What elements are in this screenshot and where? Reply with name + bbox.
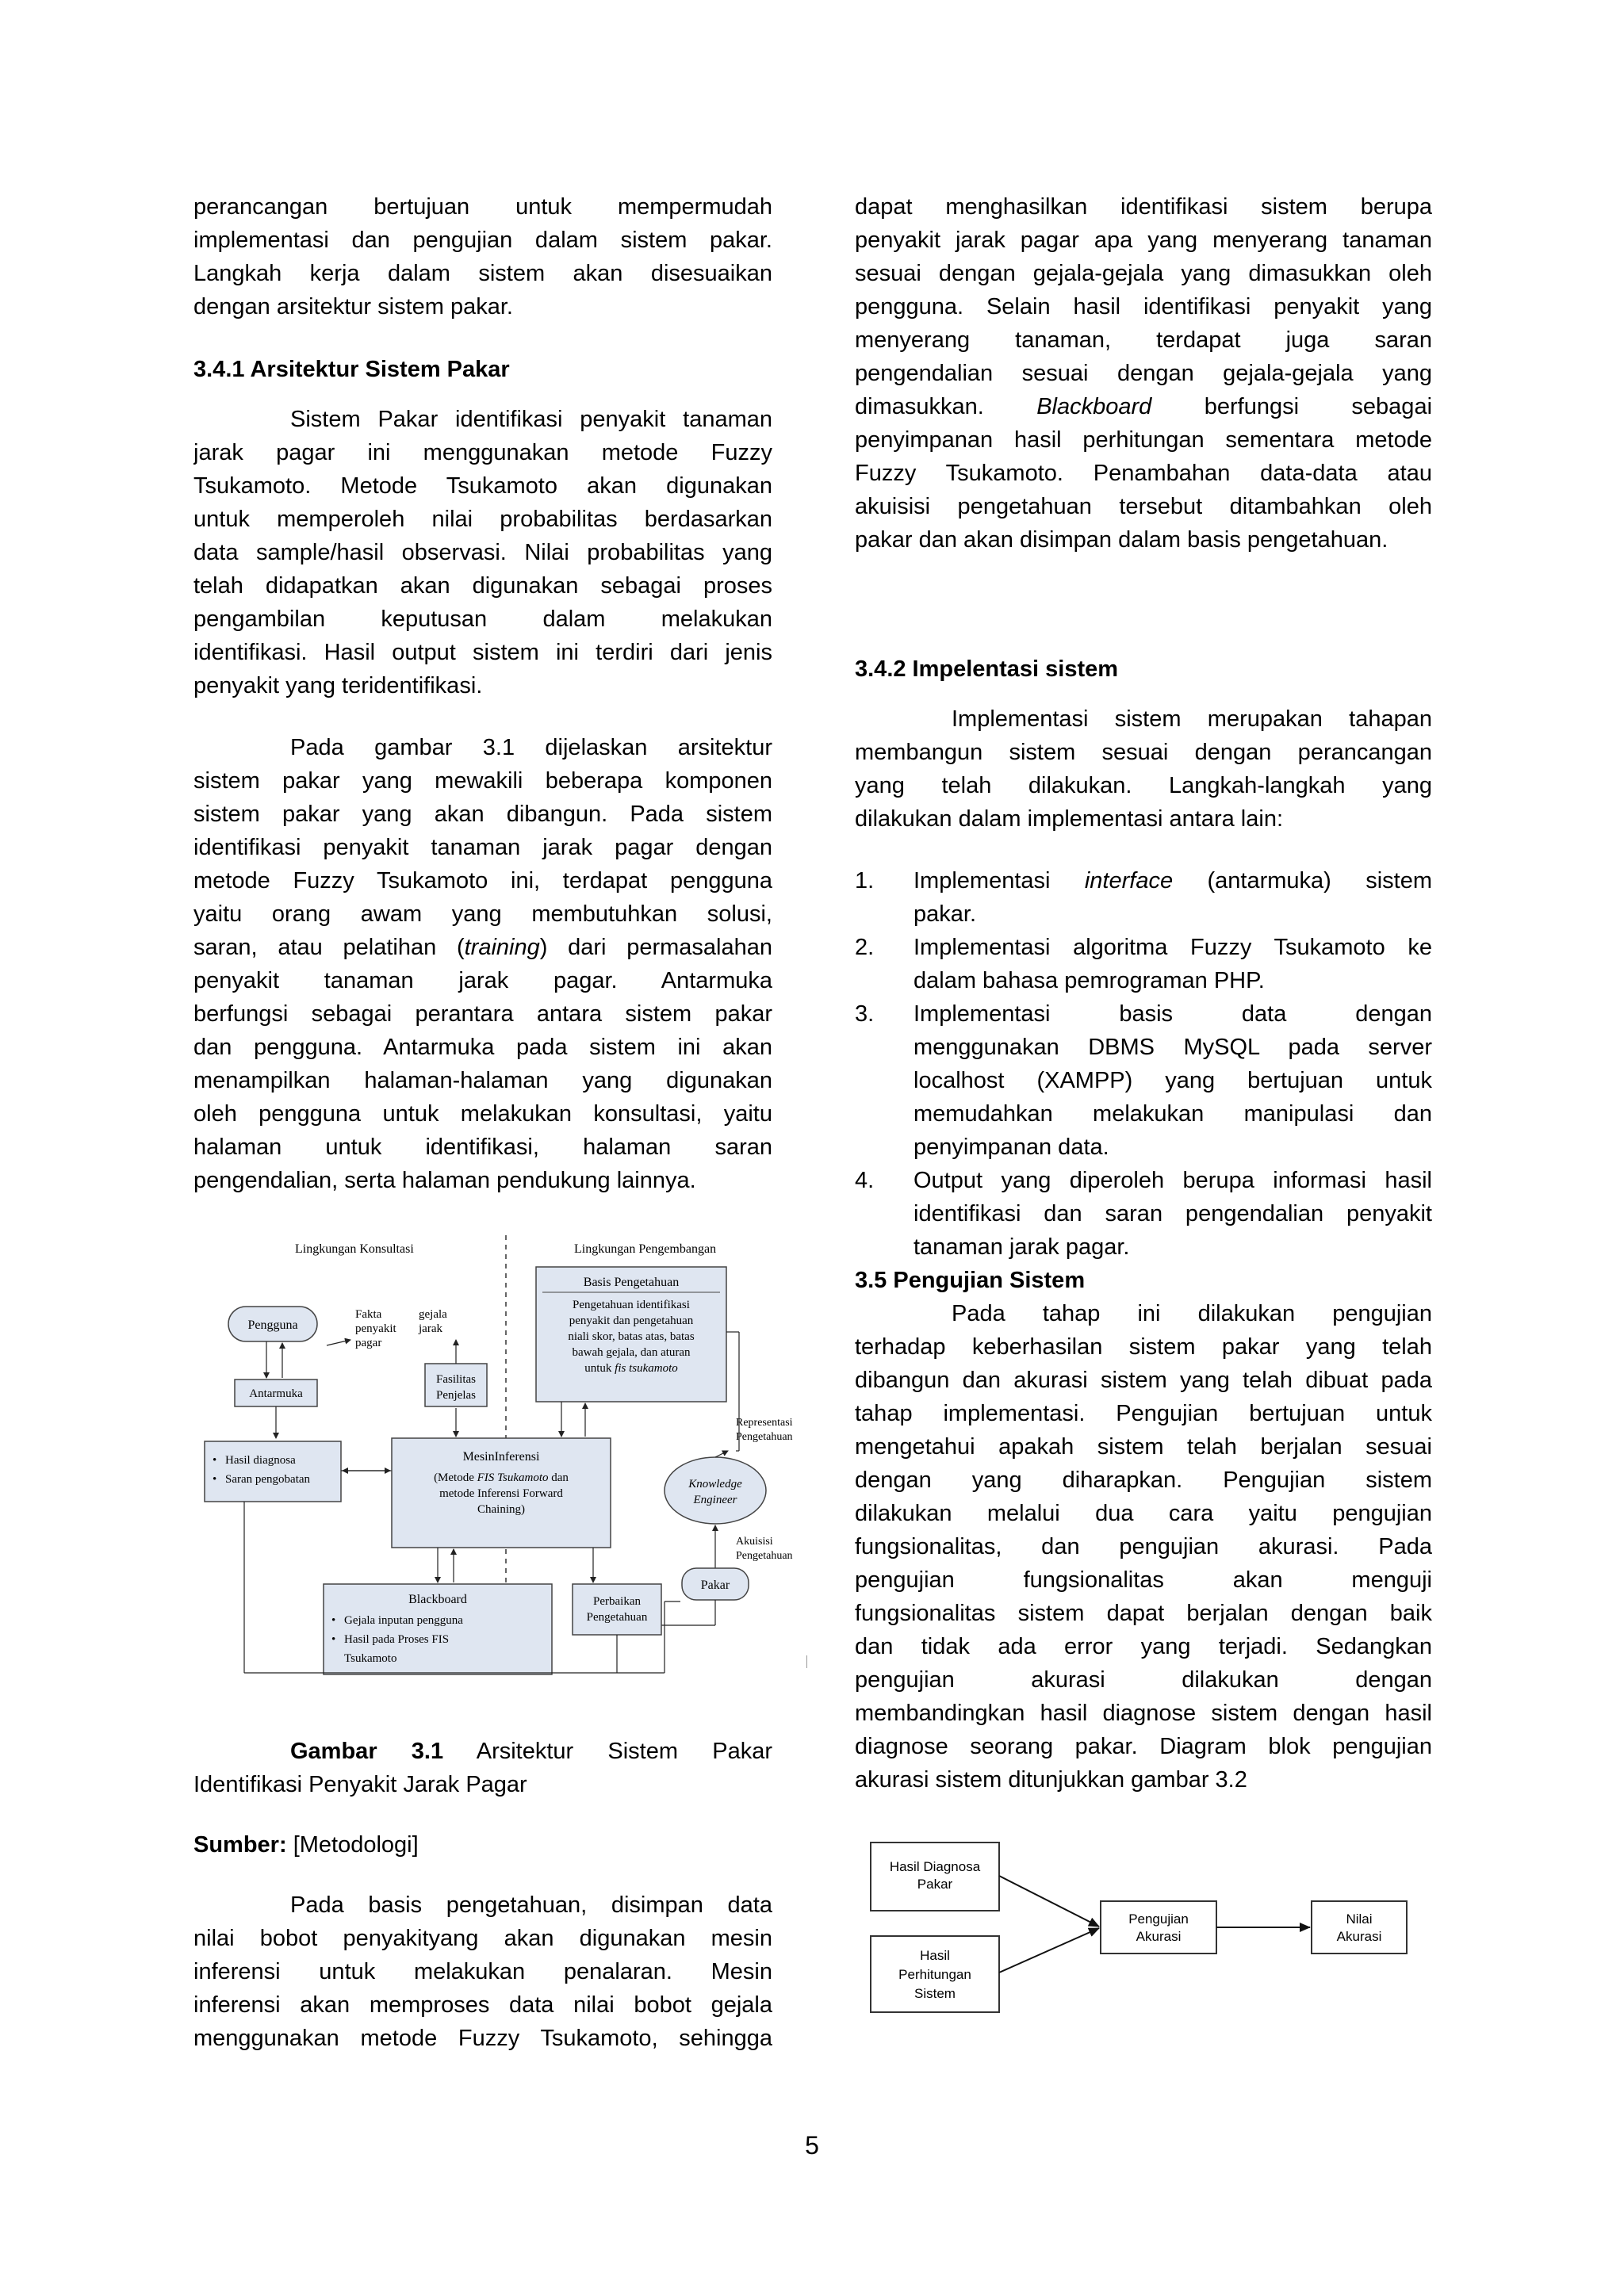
label-fakta: pagar [355,1337,382,1349]
node-label: Knowledge [688,1478,742,1490]
text-line: Fuzzy Tsukamoto. Penambahan data-data atau [855,461,1432,486]
text-line: Implementasi sistem merupakan tahapan [952,706,1432,732]
text-line: pengendalian sesuai dengan gejala-gejala yang [855,361,1432,386]
node-label: Pakar [700,1578,730,1592]
box-line: Hasil pada Proses FIS [344,1633,450,1646]
list-bullet: • [331,1633,336,1646]
text-line: jarak pagar ini menggunakan metode Fuzzy [193,440,772,465]
arrow-pakar-to-pengujian [999,1876,1099,1927]
caption-text: Arsitektur Sistem Pakar [443,1739,772,1764]
text-line: terhadap keberhasilan sistem pakar yang telah [855,1334,1432,1360]
text-line: pengujian fungsionalitas akan menguji [855,1567,1432,1593]
text-line: nilai bobot penyakityang akan digunakan mesin [193,1926,772,1951]
section-heading-3-4-2: 3.4.2 Impelentasi sistem [855,656,1119,682]
box-line: Penjelas [436,1389,476,1402]
source-text: [Metodologi] [286,1832,419,1858]
text-run: fis tsukamoto [615,1362,678,1375]
box-label: Antarmuka [249,1387,303,1400]
text-line: diagnose seorang pakar. Diagram blok pengujian [855,1734,1432,1759]
text-run: berfungsi sebagai [1151,394,1432,419]
box-nilai-akurasi [1312,1901,1407,1954]
box-hasil-diagnosa-pakar [871,1843,999,1911]
label-representasi: Representasi [736,1417,793,1429]
text-line: dibangun dan akurasi sistem yang telah dibuat pada [855,1368,1432,1393]
section-heading-3-5: 3.5 Pengujian Sistem [855,1268,1086,1293]
text-line: akurasi sistem ditunjukkan gambar 3.2 [855,1767,1247,1793]
list-number: 3. [855,1001,875,1027]
node-label: Engineer [693,1494,737,1506]
box-hasil-diagnosa [205,1441,341,1502]
box-line: Akurasi [1336,1929,1382,1944]
text-run: saran, atau pelatihan ( [193,935,465,960]
text-line [193,931,772,964]
box-line: Perhitungan [898,1967,971,1982]
node-pengguna [228,1307,317,1341]
list-item-line: dalam bahasa pemrograman PHP. [914,968,1265,993]
box-line: Fasilitas [435,1373,477,1386]
label-akuisisi: Akuisisi [736,1536,773,1548]
text-run: (Metode [434,1471,477,1484]
figure-3-1-architecture-diagram [189,1229,807,1705]
page-number: 5 [805,2131,819,2160]
box-mesin-inferensi [392,1438,611,1548]
text-line: sistem pakar yang akan dibangun. Pada sistem [193,802,772,827]
text-line: implementasi dan pengujian dalam sistem pakar. [193,228,772,253]
arrow-sistem-to-pengujian [999,1928,1099,1973]
caption-label: Gambar 3.1 [290,1739,444,1764]
text-line: pakar dan akan disimpan dalam basis pengetahuan. [855,527,1388,553]
figure-caption-line [193,1735,772,1768]
text-line: menggunakan metode Fuzzy Tsukamoto, sehingga [193,2026,772,2051]
text-line: telah didapatkan akan digunakan sebagai proses [193,573,772,599]
list-item-line: Output yang diperoleh berupa informasi hasil [914,1168,1432,1193]
text-line: penyimpanan hasil perhitungan sementara metode [855,427,1432,453]
label-lingkungan-pengembangan: Lingkungan Pengembangan [574,1242,717,1256]
list-item-line: pakar. [914,901,976,927]
box-title: MesinInferensi [462,1450,540,1464]
box-line [584,1362,678,1375]
box-line [434,1471,569,1484]
list-item-line: Implementasi algoritma Fuzzy Tsukamoto ke [914,935,1432,960]
text-run: untuk [584,1362,615,1375]
label-fakta: Fakta [355,1308,382,1321]
box-line: Perbaikan [593,1595,641,1608]
text-line: data sample/hasil observasi. Nilai probabilitas yang [193,540,772,565]
text-line: perancangan bertujuan untuk mempermudah [193,194,772,220]
text-line: mengetahui apakah sistem telah berjalan sesuai [855,1434,1432,1460]
box-fasilitas-penjelas [425,1364,487,1406]
list-item-line: tanaman jarak pagar. [914,1234,1130,1260]
list-item-line: memudahkan melakukan manipulasi dan [914,1101,1432,1127]
text-line: untuk memperoleh nilai probabilitas berdasarkan [193,507,772,532]
box-line: Sistem [914,1986,956,2001]
box-line: Tsukamoto [344,1652,397,1665]
text-run: dan [548,1471,569,1484]
list-bullet: • [213,1454,217,1467]
text-line: yaitu orang awam yang membutuhkan solusi, [193,901,772,927]
box-title: Blackboard [408,1593,467,1606]
source-label: Sumber: [193,1832,287,1858]
node-label: Pengguna [247,1318,298,1332]
text-line: dapat menghasilkan identifikasi sistem berupa [855,194,1432,220]
text-line: Tsukamoto. Metode Tsukamoto akan digunakan [193,473,772,499]
box-line: Hasil diagnosa [225,1454,296,1467]
list-item-line: penyimpanan data. [914,1135,1109,1160]
text-line: dilakukan melalui dua cara yaitu pengujian [855,1501,1432,1526]
text-line: sistem pakar yang mewakili beberapa komponen [193,768,772,794]
box-line: Pakar [917,1877,953,1892]
text-line: dan tidak ada error yang terjadi. Sedangkan [855,1634,1432,1659]
list-bullet: • [213,1473,217,1486]
box-basis-pengetahuan [536,1267,726,1402]
list-bullet: • [331,1614,336,1627]
box-perbaikan-pengetahuan [573,1584,661,1635]
text-line: pengendalian, serta halaman pendukung lainnya. [193,1168,696,1193]
text-line: berfungsi sebagai perantara antara sistem pakar [193,1001,772,1027]
box-line: Hasil [920,1948,950,1963]
text-line [855,390,1432,423]
text-line: tahap implementasi. Pengujian bertujuan untuk [855,1401,1432,1426]
text-line: fungsionalitas sistem dapat berjalan dengan baik [855,1601,1432,1626]
text-run: FIS Tsukamoto [477,1471,549,1484]
box-line: Saran pengobatan [225,1473,311,1486]
emphasis-training: training [464,935,540,960]
text-line: dan pengguna. Antarmuka pada sistem ini akan [193,1035,772,1060]
text-line: penyakit yang teridentifikasi. [193,673,483,698]
text-line: inferensi untuk melakukan penalaran. Mesin [193,1959,772,1984]
label-akuisisi: Pengetahuan [736,1550,793,1562]
list-number: 2. [855,935,875,960]
text-line: Langkah kerja dalam sistem akan disesuaikan [193,261,772,286]
text-line: sesuai dengan gejala-gejala yang dimasukkan oleh [855,261,1432,286]
list-number: 1. [855,868,875,894]
box-line: metode Inferensi Forward [439,1487,563,1500]
label-lingkungan-konsultasi: Lingkungan Konsultasi [295,1242,414,1256]
list-item-line: localhost (XAMPP) yang bertujuan untuk [914,1068,1432,1093]
section-heading-3-4-1: 3.4.1 Arsitektur Sistem Pakar [193,357,510,382]
text-run: ) dari permasalahan [539,935,772,960]
box-line: Hasil Diagnosa [889,1859,981,1874]
text-line: yang telah dilakukan. Langkah-langkah yang [855,773,1432,798]
text-line: dengan arsitektur sistem pakar. [193,294,513,320]
text-run: dimasukkan. [855,394,1037,419]
text-line: inferensi akan memproses data nilai bobot gejala [193,1992,772,2018]
box-antarmuka [235,1380,317,1406]
emphasis-interface: interface [1084,868,1174,894]
label-representasi: Pengetahuan [736,1431,793,1443]
text-line: identifikasi penyakit tanaman jarak pagar dengan [193,835,772,860]
text-line: pengujian akurasi dilakukan dengan [855,1667,1432,1693]
box-line: penyakit dan pengetahuan [569,1314,694,1327]
text-line: Pada tahap ini dilakukan pengujian [952,1301,1432,1326]
text-line: dilakukan dalam implementasi antara lain: [855,806,1284,832]
source-line [193,1828,772,1862]
box-line: Gejala inputan pengguna [344,1614,463,1627]
figure-3-2-block-diagram [866,1838,1421,2028]
text-line: menampilkan halaman-halaman yang digunakan [193,1068,772,1093]
text-line: pengambilan keputusan dalam melakukan [193,607,772,632]
text-line: akuisisi pengetahuan tersebut ditambahkan oleh [855,494,1432,519]
list-number: 4. [855,1168,875,1193]
text-line: penyakit jarak pagar apa yang menyerang tanaman [855,228,1432,253]
box-line: Akurasi [1136,1929,1182,1944]
box-title: Basis Pengetahuan [583,1276,680,1289]
text-line: identifikasi. Hasil output sistem ini terdiri dari jenis [193,640,772,665]
text-line: metode Fuzzy Tsukamoto ini, terdapat pengguna [193,868,772,894]
text-line: Pada gambar 3.1 dijelaskan arsitektur [290,735,772,760]
text-line: penyakit tanaman jarak pagar. Antarmuka [193,968,772,993]
list-item-line: identifikasi dan saran pengendalian penyakit [914,1201,1432,1226]
node-knowledge-engineer [665,1457,766,1524]
text-run: (antarmuka) sistem [1173,868,1432,894]
text-line: pengguna. Selain hasil identifikasi penyakit yang [855,294,1432,320]
text-line: Sistem Pakar identifikasi penyakit tanaman [290,407,772,432]
box-hasil-perhitungan-sistem [871,1936,999,2012]
label-fakta: penyakit [355,1322,396,1335]
list-item-line: Implementasi basis data dengan [914,1001,1432,1027]
text-line: menyerang tanaman, terdapat juga saran [855,327,1432,353]
text-run: Implementasi [914,868,1085,894]
text-line: halaman untuk identifikasi, halaman saran [193,1135,772,1160]
box-line: Pengetahuan [586,1611,648,1624]
text-line: oleh pengguna untuk melakukan konsultasi, yaitu [193,1101,772,1127]
box-pengujian-akurasi [1101,1901,1216,1954]
label-gejala: gejala [419,1308,447,1321]
text-line: dengan yang diharapkan. Pengujian sistem [855,1468,1432,1493]
box-line: Chaining) [477,1503,525,1516]
figure-caption-line: Identifikasi Penyakit Jarak Pagar [193,1772,527,1797]
label-gejala: jarak [419,1322,442,1335]
list-item-line: menggunakan DBMS MySQL pada server [914,1035,1432,1060]
text-line: Pada basis pengetahuan, disimpan data [290,1892,772,1918]
box-blackboard [324,1584,552,1674]
box-line: bawah gejala, dan aturan [572,1346,691,1359]
box-line: Pengetahuan identifikasi [573,1299,690,1311]
text-line: membangun sistem sesuai dengan perancangan [855,740,1432,765]
text-line: fungsionalitas, dan pengujian akurasi. Pada [855,1534,1432,1559]
list-item-line [855,864,1432,897]
node-pakar [682,1568,749,1600]
text-line: membandingkan hasil diagnose sistem dengan hasil [855,1701,1432,1726]
emphasis-blackboard: Blackboard [1036,394,1152,419]
box-line: Pengujian [1128,1911,1189,1927]
box-line: niali skor, batas atas, batas [568,1330,695,1343]
box-line: Nilai [1346,1911,1373,1927]
